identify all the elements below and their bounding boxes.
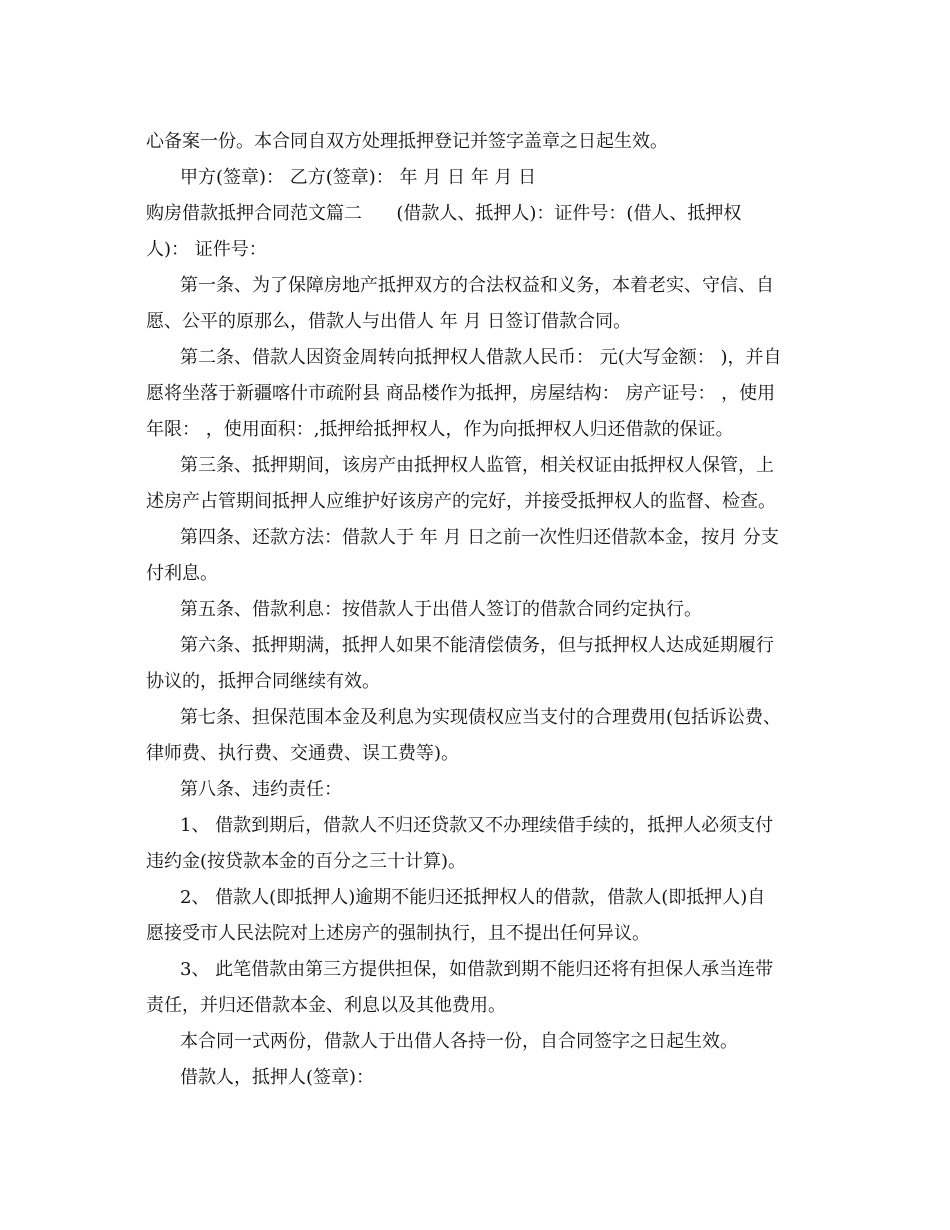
document-line: 借款人，抵押人(签章)： [180, 1067, 375, 1088]
document-line: 第一条、为了保障房地产抵押双方的合法权益和义务，本着老实、守信、自 [180, 275, 774, 296]
document-line: 愿、公平的原那么，借款人与出借人 年 月 日签订借款合同。 [146, 311, 632, 332]
document-line: 甲方(签章)： 乙方(签章)： 年 月 日 年 月 日 [180, 167, 537, 188]
document-line: 述房产占管期间抵押人应维护好该房产的完好，并接受抵押权人的监督、检查。 [146, 491, 776, 512]
document-line: 付利息。 [146, 563, 218, 584]
document-line: 协议的，抵押合同继续有效。 [146, 671, 380, 692]
document-line: 3、 此笔借款由第三方提供担保，如借款到期不能归还将有担保人承当连带 [180, 959, 774, 980]
document-line: 第五条、借款利息：按借款人于出借人签订的借款合同约定执行。 [180, 599, 702, 620]
document-line: 心备案一份。本合同自双方处理抵押登记并签字盖章之日起生效。 [146, 131, 668, 152]
document-line: 第七条、担保范围本金及利息为实现债权应当支付的合理费用(包括诉讼费、 [180, 707, 782, 728]
document-line: 责任，并归还借款本金、利息以及其他费用。 [146, 995, 506, 1016]
document-line: 愿将坐落于新疆喀什市疏附县 商品楼作为抵押，房屋结构： 房产证号： ，使用 [146, 383, 776, 404]
document-line: 购房借款抵押合同范文篇二 (借款人、抵押人)：证件号：(借人、抵押权 [146, 203, 742, 224]
document-line: 违约金(按贷款本金的百分之三十计算)。 [146, 851, 467, 872]
document-line: 第八条、违约责任： [180, 779, 342, 800]
document-line: 人)： 证件号： [146, 239, 267, 260]
document-line: 愿接受市人民法院对上述房产的强制执行，且不提出任何异议。 [146, 923, 650, 944]
document-line: 第六条、抵押期满，抵押人如果不能清偿债务，但与抵押权人达成延期履行 [180, 635, 774, 656]
document-line: 第二条、借款人因资金周转向抵押权人借款人民币： 元(大写金额： )，并自 [180, 347, 782, 368]
document-line: 第三条、抵押期间，该房产由抵押权人监管，相关权证由抵押权人保管，上 [180, 455, 774, 476]
document-line: 2、 借款人(即抵押人)逾期不能归还抵押权人的借款，借款人(即抵押人)自 [180, 887, 766, 908]
document-line: 年限： ，使用面积：,抵押给抵押权人，作为向抵押权人归还借款的保证。 [146, 419, 734, 440]
document-line: 第四条、还款方法：借款人于 年 月 日之前一次性归还借款本金，按月 分支 [180, 527, 779, 548]
document-line: 本合同一式两份，借款人于出借人各持一份，自合同签字之日起生效。 [180, 1031, 738, 1052]
document-body [146, 124, 806, 1096]
document-line: 1、 借款到期后，借款人不归还贷款又不办理续借手续的，抵押人必须支付 [180, 815, 774, 836]
document-line: 律师费、执行费、交通费、误工费等)。 [146, 743, 460, 764]
